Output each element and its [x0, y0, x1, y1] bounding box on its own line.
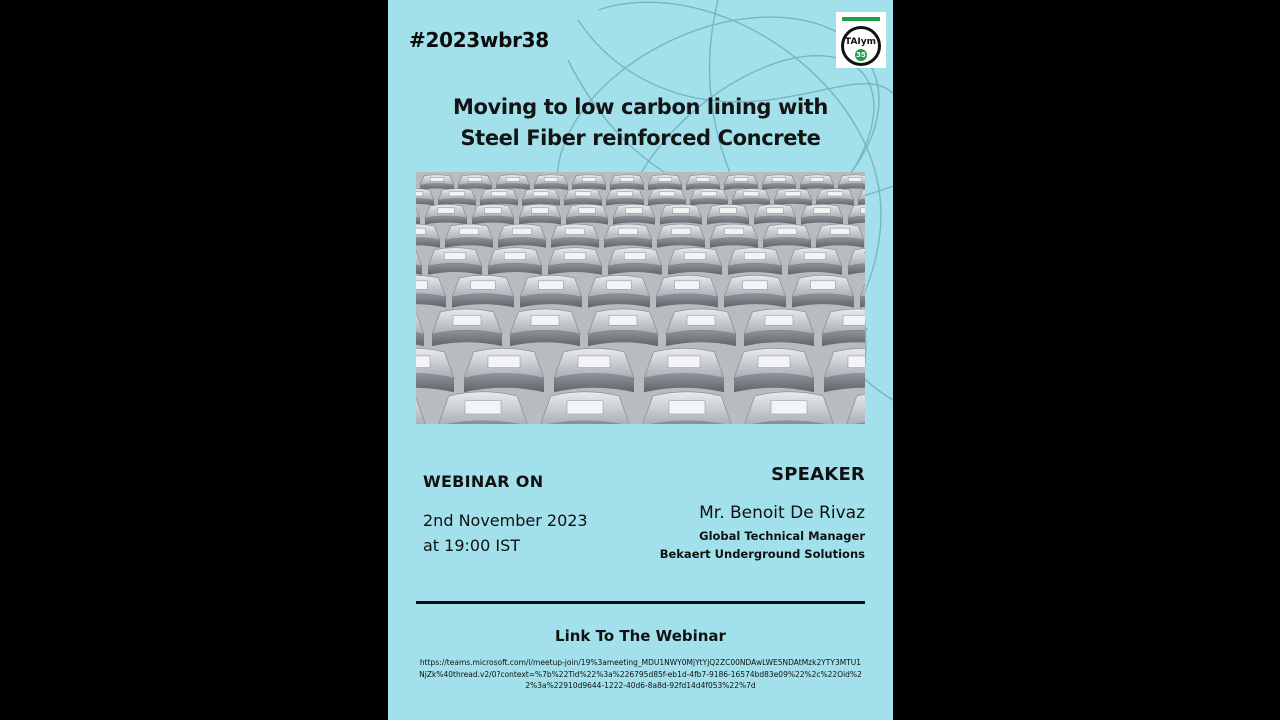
- organization-logo: [836, 12, 886, 68]
- segment-block: [771, 401, 807, 415]
- segment-block: [416, 228, 426, 234]
- segment-block: [758, 356, 790, 368]
- segment-block: [578, 356, 610, 368]
- segment-block: [544, 177, 558, 181]
- segment-block: [533, 192, 548, 197]
- segment-block: [785, 192, 800, 197]
- logo-accent-bar: [842, 17, 880, 21]
- segment-block: [565, 228, 584, 234]
- link-heading: Link To The Webinar: [555, 627, 726, 645]
- segment-block: [765, 315, 793, 325]
- segment-block: [506, 177, 520, 181]
- speaker-company: Bekaert Underground Solutions: [659, 547, 865, 561]
- segment-block: [668, 356, 700, 368]
- segment-block: [744, 252, 766, 259]
- segment-block: [734, 177, 748, 181]
- segment-block: [488, 356, 520, 368]
- segment-block: [671, 228, 690, 234]
- segment-block: [539, 281, 564, 290]
- segment-block: [861, 208, 865, 213]
- speaker-label: SPEAKER: [771, 464, 865, 485]
- segment-block: [696, 177, 710, 181]
- segment-block: [673, 208, 690, 213]
- segment-block: [575, 192, 590, 197]
- title-line-2: Steel Fiber reinforced Concrete: [460, 126, 821, 150]
- segment-block: [864, 252, 865, 259]
- segment-block: [777, 228, 796, 234]
- segment-block: [810, 177, 824, 181]
- speaker-title: Global Technical Manager: [699, 529, 865, 543]
- segment-block: [811, 281, 836, 290]
- segment-block: [684, 252, 706, 259]
- logo-text: TAIym: [845, 37, 876, 47]
- segment-block: [582, 177, 596, 181]
- segment-block: [564, 252, 586, 259]
- segment-block: [567, 401, 603, 415]
- segment-block: [626, 208, 643, 213]
- segment-block: [532, 208, 549, 213]
- segment-block: [465, 401, 501, 415]
- segment-block: [658, 177, 672, 181]
- segment-block: [609, 315, 637, 325]
- segment-block: [607, 281, 632, 290]
- webinar-date: 2nd November 2023: [423, 511, 588, 530]
- segment-block: [830, 228, 849, 234]
- title-line-1: Moving to low carbon lining with: [453, 95, 828, 119]
- section-divider: [416, 601, 865, 604]
- segment-block: [471, 281, 496, 290]
- segment-block: [724, 228, 743, 234]
- tunnel-segments-photo: [416, 172, 865, 424]
- webinar-time: at 19:00 IST: [423, 536, 521, 555]
- segment-block: [416, 356, 430, 368]
- segment-block: [767, 208, 784, 213]
- segment-block: [449, 192, 464, 197]
- segment-block: [620, 177, 634, 181]
- tunnel-segments-illustration: [416, 172, 865, 424]
- segment-block: [512, 228, 531, 234]
- segment-block: [827, 192, 842, 197]
- logo-anniversary-badge: 35: [856, 51, 866, 59]
- segment-block: [848, 356, 865, 368]
- segment-block: [669, 401, 705, 415]
- segment-block: [531, 315, 559, 325]
- segment-block: [459, 228, 478, 234]
- segment-block: [618, 228, 637, 234]
- event-hashtag: #2023wbr38: [409, 28, 549, 52]
- segment-block: [675, 281, 700, 290]
- segment-block: [438, 208, 455, 213]
- webinar-link[interactable]: https://teams.microsoft.com/l/meetup-join/19%3ameeting_MDU1NWY0MjYtYjQ2ZC00NDAwLWE5NDAtMzk2YTY3MTU1NjZk%40thread.v2/0?context=%7b%22Tid%22%3a%226795d85f-eb1d-4fb7-9186-16574bd83e09%22%2c%22Oid%22%3a%22910d9644-1222-40d6-8a8d-92fd14d4f053%22%7d: [419, 658, 862, 690]
- segment-block: [687, 315, 715, 325]
- segment-block: [804, 252, 826, 259]
- segment-block: [624, 252, 646, 259]
- segment-block: [743, 281, 768, 290]
- segment-block: [814, 208, 831, 213]
- segment-block: [430, 177, 444, 181]
- segment-block: [772, 177, 786, 181]
- segment-block: [848, 177, 862, 181]
- webinar-poster: [388, 0, 893, 720]
- segment-block: [504, 252, 526, 259]
- segment-block: [701, 192, 716, 197]
- segment-block: [659, 192, 674, 197]
- segment-block: [468, 177, 482, 181]
- webinar-label: WEBINAR ON: [423, 472, 544, 491]
- segment-block: [617, 192, 632, 197]
- segment-block: [579, 208, 596, 213]
- segment-block: [444, 252, 466, 259]
- segment-block: [485, 208, 502, 213]
- segment-block: [743, 192, 758, 197]
- segment-block: [416, 281, 427, 290]
- segment-block: [416, 192, 423, 197]
- segment-block: [453, 315, 481, 325]
- webinar-title: [408, 92, 873, 154]
- segment-block: [491, 192, 506, 197]
- speaker-name: Mr. Benoit De Rivaz: [699, 503, 865, 523]
- segment-block: [843, 315, 865, 325]
- segment-block: [720, 208, 737, 213]
